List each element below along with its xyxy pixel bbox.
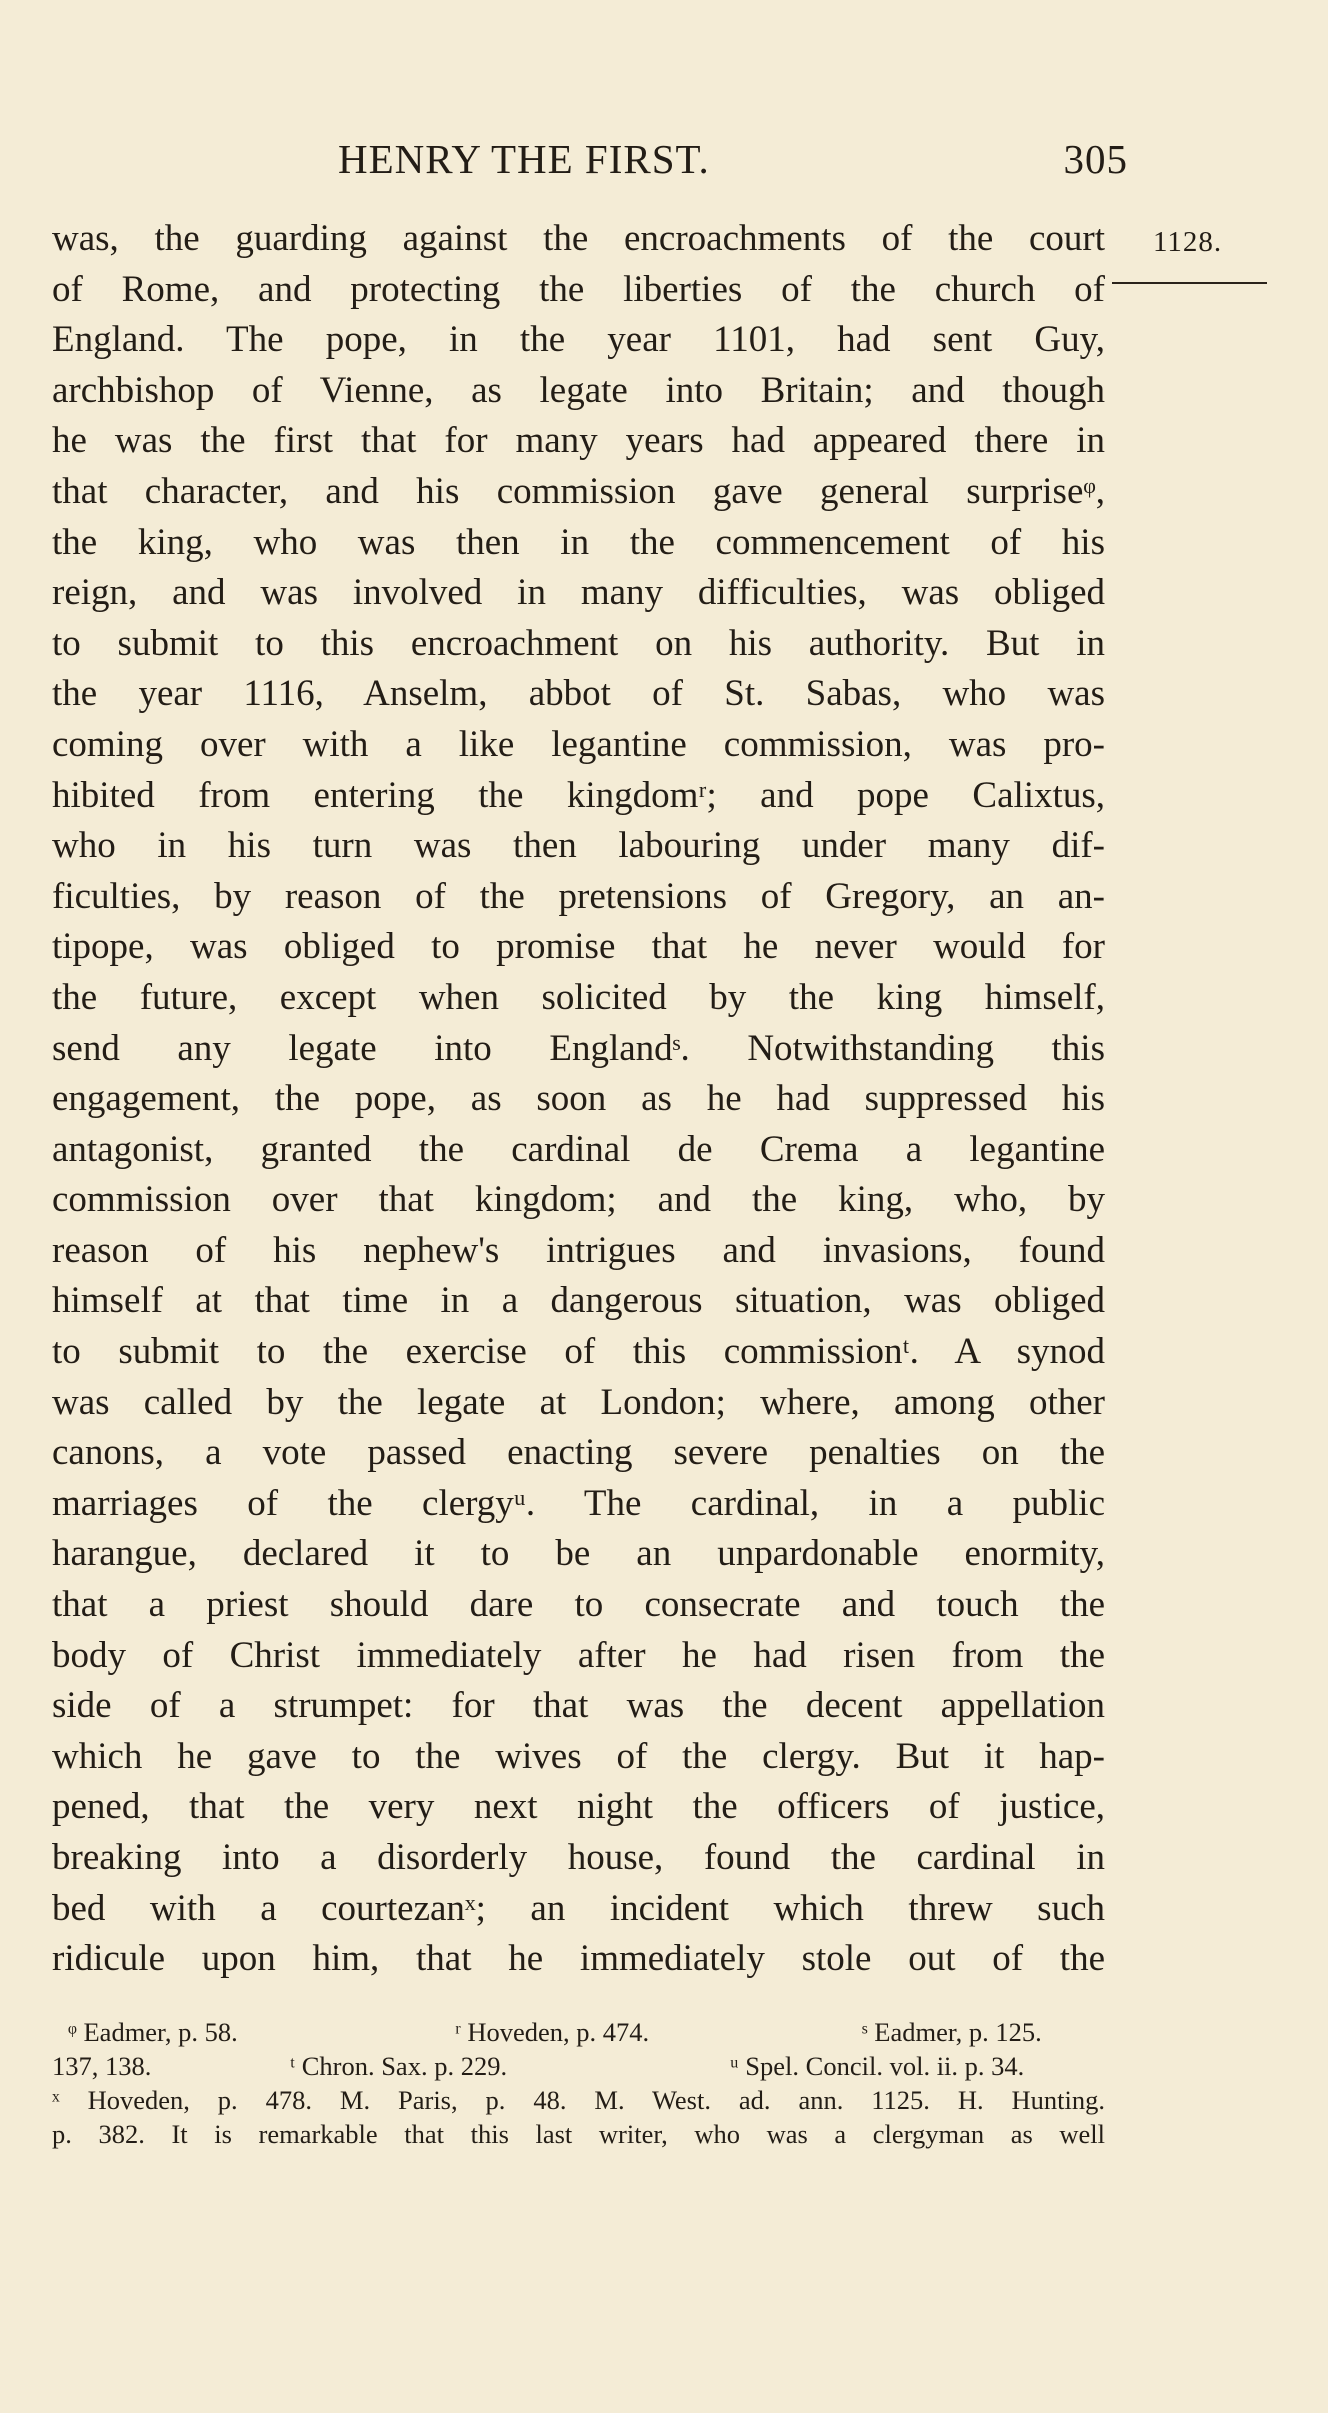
- text-line: reign, and was involved in many difficulties, was obliged: [52, 572, 1105, 614]
- text-line: the future, except when solicited by the king himself,: [52, 976, 1105, 1018]
- text-line: ridicule upon him, that he immediately stole out of the: [52, 1938, 1105, 1980]
- text-line: he was the first that for many years had appeared there in: [52, 420, 1105, 462]
- text-line: that a priest should dare to consecrate and touch the: [52, 1584, 1105, 1626]
- body-text: [52, 214, 1105, 1985]
- text-line: archbishop of Vienne, as legate into Britain; and though: [52, 369, 1105, 411]
- footnote-t: ᵗ Chron. Sax. p. 229.: [290, 2051, 508, 2081]
- margin-year-note: 1128.: [1153, 226, 1223, 258]
- text-line: commission over that kingdom; and the king, who, by: [52, 1179, 1105, 1221]
- footnote-x: ˣ Hoveden, p. 478. M. Paris, p. 48. M. West. ad. ann. 1125. H. Hunting.: [52, 2085, 1105, 2115]
- text-line: was called by the legate at London; where, among other: [52, 1381, 1105, 1423]
- text-line: ficulties, by reason of the pretensions of Gregory, an an-: [52, 875, 1105, 917]
- text-line: tipope, was obliged to promise that he never would for: [52, 926, 1105, 968]
- text-line: canons, a vote passed enacting severe penalties on the: [52, 1432, 1105, 1474]
- text-line: to submit to the exercise of this commissionᵗ. A synod: [52, 1331, 1105, 1373]
- footnote-u: ᵘ Spel. Concil. vol. ii. p. 34.: [730, 2051, 1025, 2081]
- footnote-row: [52, 2049, 1105, 2083]
- page-title: HENRY THE FIRST.: [338, 136, 710, 182]
- text-line: marriages of the clergyᵘ. The cardinal, in a public: [52, 1482, 1105, 1524]
- footnote-s: ˢ Eadmer, p. 125.: [862, 2017, 1042, 2047]
- text-line: reason of his nephew's intrigues and invasions, found: [52, 1229, 1105, 1271]
- margin-rule: [1112, 282, 1267, 284]
- text-line: hibited from entering the kingdomʳ; and pope Calixtus,: [52, 774, 1105, 816]
- footnote-r: ʳ Hoveden, p. 474.: [455, 2017, 650, 2047]
- text-line: send any legate into Englandˢ. Notwithstanding this: [52, 1027, 1105, 1069]
- footnote-q: ᵠ Eadmer, p. 58.: [68, 2017, 238, 2047]
- text-line: the year 1116, Anselm, abbot of St. Sabas, who was: [52, 673, 1105, 715]
- text-line: body of Christ immediately after he had risen from the: [52, 1634, 1105, 1676]
- text-line: who in his turn was then labouring under many dif-: [52, 825, 1105, 867]
- text-line: antagonist, granted the cardinal de Crema a legantine: [52, 1128, 1105, 1170]
- footnotes: [52, 2015, 1105, 2151]
- text-line: was, the guarding against the encroachments of the court: [52, 218, 1105, 259]
- text-line: bed with a courtezanˣ; an incident which threw such: [52, 1887, 1105, 1929]
- text-line: that character, and his commission gave general surpriseᵠ,: [52, 470, 1105, 512]
- page-number: 305: [1063, 136, 1128, 182]
- text-line: himself at that time in a dangerous situation, was obliged: [52, 1280, 1105, 1322]
- text-line: England. The pope, in the year 1101, had sent Guy,: [52, 319, 1105, 361]
- text-line: of Rome, and protecting the liberties of the church of: [52, 268, 1105, 310]
- text-line: pened, that the very next night the officers of justice,: [52, 1786, 1105, 1828]
- text-line: coming over with a like legantine commission, was pro-: [52, 723, 1105, 765]
- text-line: side of a strumpet: for that was the decent appellation: [52, 1685, 1105, 1727]
- footnote-s-cont: 137, 138.: [52, 2051, 152, 2081]
- text-line: harangue, declared it to be an unpardonable enormity,: [52, 1533, 1105, 1575]
- text-line: engagement, the pope, as soon as he had suppressed his: [52, 1078, 1105, 1120]
- text-line: the king, who was then in the commencement of his: [52, 521, 1105, 563]
- text-line: to submit to this encroachment on his authority. But in: [52, 622, 1105, 664]
- text-line: which he gave to the wives of the clergy. But it hap-: [52, 1735, 1105, 1777]
- text-line: breaking into a disorderly house, found the cardinal in: [52, 1837, 1105, 1878]
- footnote-row: [52, 2015, 1105, 2049]
- footnote-x-cont: p. 382. It is remarkable that this last writer, who was a clergyman as well: [52, 2119, 1105, 2149]
